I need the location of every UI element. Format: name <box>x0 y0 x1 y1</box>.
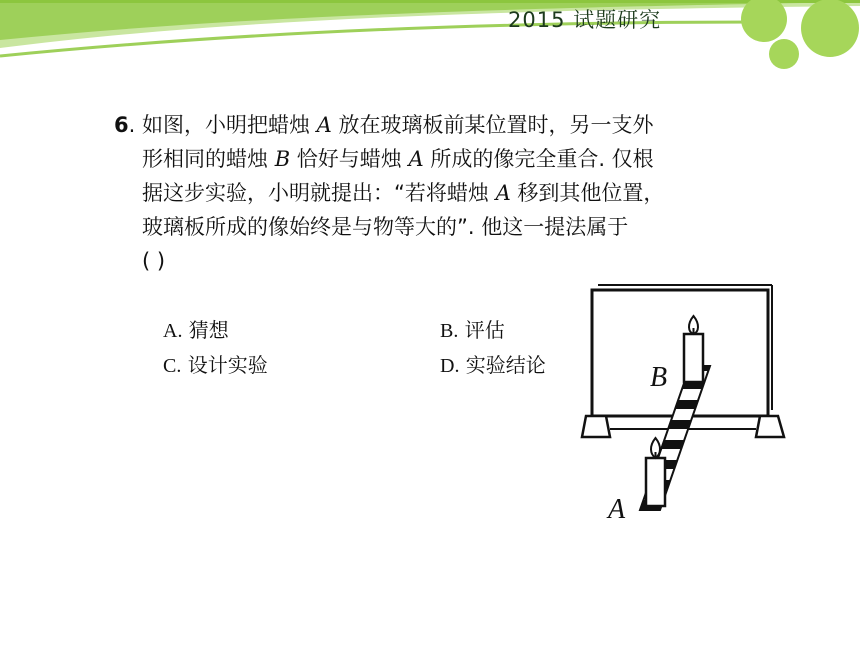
plane-mirror-diagram <box>570 282 792 522</box>
decorative-circles <box>735 0 860 72</box>
question-text: 形相同的蜡烛 <box>142 147 275 171</box>
option-d-text: 实验结论 <box>459 353 546 377</box>
variable-b: B <box>274 147 291 171</box>
left-stand <box>582 416 610 437</box>
option-b-text: 评估 <box>458 318 505 342</box>
variable-a: A <box>495 181 511 205</box>
option-a[interactable] <box>163 314 229 343</box>
option-c[interactable] <box>163 349 268 378</box>
option-c-text: 设计实验 <box>181 353 268 377</box>
question-text: 所成的像完全重合. 仅根 <box>423 147 654 171</box>
option-d-letter: D. <box>440 355 460 377</box>
option-c-letter: C. <box>163 355 182 377</box>
option-a-text: 猜想 <box>182 318 229 342</box>
option-b-letter: B. <box>440 320 459 342</box>
question-number: 6 <box>114 113 129 137</box>
label-a: A <box>608 494 626 522</box>
header-banner-graphic <box>0 0 860 70</box>
question-text: 据这步实验，小明就提出：“若将蜡烛 <box>142 181 496 205</box>
question-line-2 <box>114 142 724 176</box>
question-text: 移到其他位置， <box>510 181 665 205</box>
header-banner <box>0 0 860 70</box>
experiment-figure <box>570 282 792 522</box>
question-text: 放在玻璃板前某位置时，另一支外 <box>331 113 654 137</box>
option-d[interactable] <box>440 349 546 378</box>
question-text: 玻璃板所成的像始终是与物等大的”. 他这一提法属于 <box>142 215 629 239</box>
option-a-letter: A. <box>163 320 183 342</box>
question-line-4 <box>114 210 724 244</box>
question-text: . 如图，小明把蜡烛 <box>128 113 317 137</box>
answer-blank: ( ) <box>142 249 166 273</box>
question-block <box>114 108 724 278</box>
label-b: B <box>650 362 668 393</box>
answer-bracket <box>114 244 724 278</box>
option-b[interactable] <box>440 314 505 343</box>
question-line-3 <box>114 176 724 210</box>
header-title: 2015 试题研究 <box>508 8 662 32</box>
variable-a: A <box>316 113 332 137</box>
question-text: 恰好与蜡烛 <box>290 147 409 171</box>
variable-a: A <box>408 147 424 171</box>
question-line-1 <box>114 108 724 142</box>
right-stand <box>756 416 784 437</box>
